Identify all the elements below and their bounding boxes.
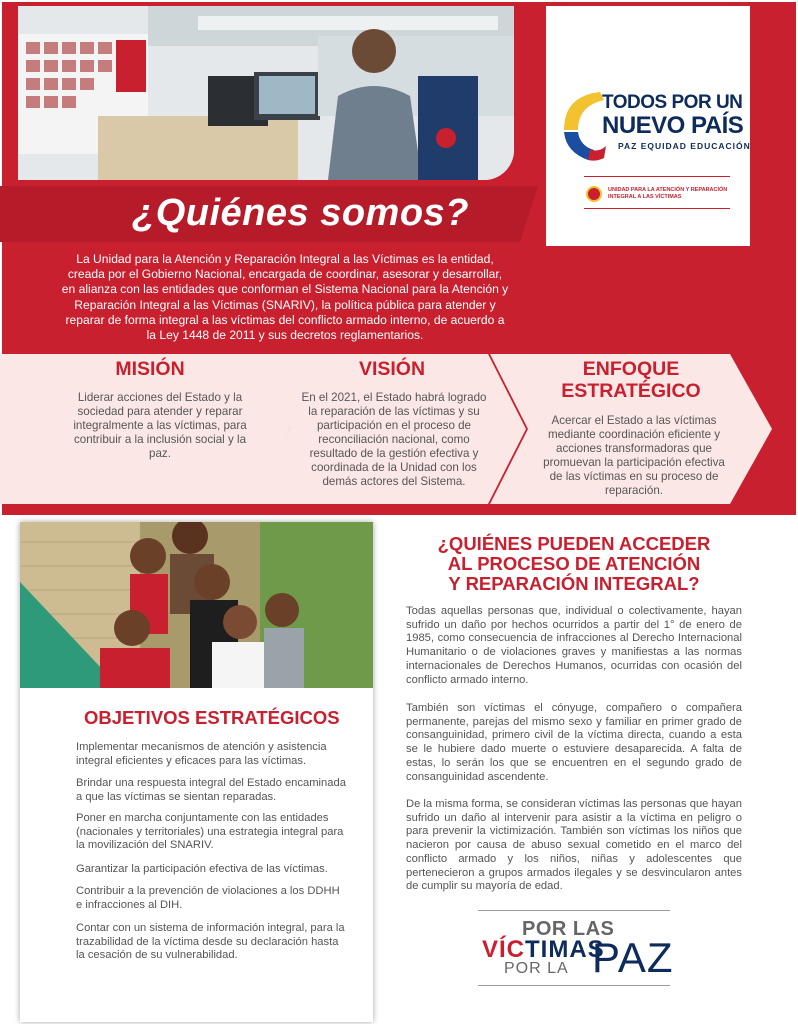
- access-title: [404, 534, 744, 594]
- slogan-rule-top: [478, 910, 670, 911]
- family-photo: [20, 522, 373, 688]
- access-paragraph: De la misma forma, se consideran víctimas las personas que hayan sufrido un daño al intervenir para asistir a la víctima en peligro o para prevenir la victimización. También son víctimas los niños que nacieron por causa de abuso sexual cometido en el marco del conflicto armado y los niños, niñas y adolescentes que pertenecieron a grupos armados ilegales y se desvincularon antes de cumplir su mayoría de edad.: [406, 798, 742, 893]
- objective-item: Poner en marcha conjuntamente con las entidades (nacionales y territoriales) una estrategia integral para la movilización del SNARIV.: [76, 812, 344, 852]
- objective-item: Contribuir a la prevención de violaciones a los DDHH e infracciones al DIH.: [76, 885, 340, 911]
- objective-item: Garantizar la participación efectiva de las víctimas.: [76, 863, 328, 875]
- logo-card: [546, 6, 750, 246]
- slogan-logo: [478, 910, 674, 986]
- vision-title: VISIÓN: [358, 358, 426, 380]
- slogan-victimas-part-2: TIMAS: [525, 936, 605, 963]
- mision-title: MISIÓN: [115, 358, 185, 380]
- slogan-line-3: POR LA: [504, 960, 569, 977]
- unit-seal-icon: [586, 186, 602, 202]
- slogan-paz: PAZ: [592, 934, 674, 981]
- access-paragraph: Todas aquellas personas que, individual o colectivamente, hayan sufrido un daño por hechos ocurridos a partir del 1° de enero de 1985, como consecuencia de infracciones al Derecho Internacional Humanitario o de violaciones graves y manifiestas a las normas internacionales de Derechos Humanos, ocurridas con ocasión del conflicto armado interno.: [406, 605, 742, 686]
- slogan-rule-bottom: [478, 985, 670, 986]
- logo-rule-top: [584, 176, 730, 177]
- objective-item: Contar con un sistema de información integral, para la trazabilidad de la víctima desde su declaración hasta la cesación de su vulnerabilidad.: [76, 922, 345, 962]
- logo-line-1: TODOS POR UN: [602, 92, 743, 113]
- enfoque-title-line-2: ESTRATÉGICO: [561, 380, 701, 402]
- logo-tagline: PAZ EQUIDAD EDUCACIÓN: [618, 141, 751, 151]
- colombia-flag-swoosh-icon: [560, 90, 606, 162]
- enfoque-title: [548, 358, 714, 402]
- mision-text: Liderar acciones del Estado y la sociedad para atender y reparar integralmente a las víctimas, para contribuir a la inclusión social y la paz.: [73, 391, 247, 460]
- slogan-victimas-part-1: VÍC: [482, 936, 526, 963]
- logo-rule-bottom: [584, 208, 730, 209]
- page-title: ¿Quiénes somos?: [132, 192, 469, 234]
- enfoque-text: Acercar el Estado a las víctimas mediante coordinación eficiente y acciones transformadoras que promuevan la participación efectiva de las víctimas en su proceso de reparación.: [543, 414, 725, 497]
- logo-line-2: NUEVO PAÍS: [602, 112, 744, 139]
- vision-text: En el 2021, el Estado habrá logrado la reparación de las víctimas y su participación en el proceso de reconciliación nacional, como resultado de la gestión efectiva y coordinada de la Unidad con los demás actores del Sistema.: [301, 391, 487, 488]
- access-paragraph: También son víctimas el cónyuge, compañero o compañera permanente, parejas del mismo sexo y familiar en primer grado de consanguinidad, primero civil de la víctima directa, cuando a esta se le hubiere dado muerte o estuviere desaparecida. A falta de estas, lo serán los que se encuentren en el segundo grado de consanguinidad ascendente.: [406, 702, 742, 783]
- access-title-line-2: AL PROCESO DE ATENCIÓN: [447, 553, 701, 574]
- slogan-line-1: POR LAS: [522, 918, 615, 940]
- objective-item: Implementar mecanismos de atención y asistencia integral eficientes y eficaces para las víctimas.: [76, 741, 327, 767]
- objectives-title: OBJETIVOS ESTRATÉGICOS: [84, 707, 340, 728]
- objective-item: Brindar una respuesta integral del Estado encaminada a que las víctimas se sientan reparadas.: [76, 777, 346, 803]
- intro-text: La Unidad para la Atención y Reparación Integral a las Víctimas es la entidad, creada por el Gobierno Nacional, encargada de coordinar, asesorar y desarrollar, en alianza con las entidades que conforman el Sistema Nacional para la Atención y Reparación Integral a las Víctimas (SNARIV), la política pública para atender y reparar de forma integral a las víctimas del conflicto armado interno, de acuerdo a la Ley 1448 de 2011 y sus decretos reglamentarios.: [61, 252, 509, 343]
- access-title-line-3: Y REPARACIÓN INTEGRAL?: [448, 573, 700, 594]
- enfoque-title-line-1: ENFOQUE: [582, 358, 680, 380]
- unit-name: UNIDAD PARA LA ATENCIÓN Y REPARACIÓN INTEGRAL A LAS VÍCTIMAS: [608, 187, 728, 200]
- office-photo: [18, 6, 514, 180]
- access-title-line-1: ¿QUIÉNES PUEDEN ACCEDER: [437, 533, 711, 554]
